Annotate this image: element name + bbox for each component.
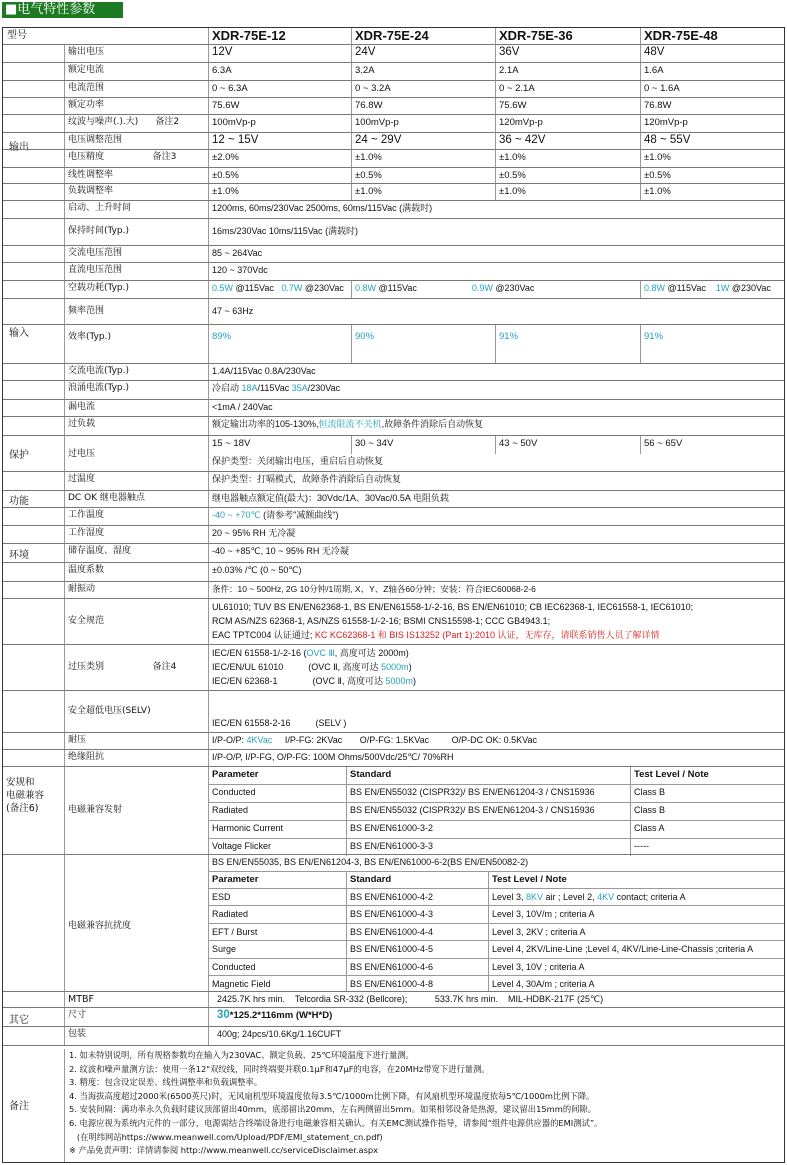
output-row [3,114,784,132]
output-row-label: 纹波与噪声(.).大) 备注2 [64,115,208,132]
emission-cell: BS EN/EN55032 (CISPR32)/ BS EN/EN61204-3 / CNS15936 [346,802,630,820]
note-line: 4. 当海拔高度超过2000米(6500英尺)时，无风扇机型环境温度依每3.5℃/1000m比例下降，有风扇机型环境温度依每5℃/1000m比例下降。 [69,1090,595,1101]
output-row-value: 120mVp-p [640,115,784,132]
note-line: (在明纬网站https://www.meanwell.com/Upload/PDF/EMI_statement_cn.pdf) [69,1131,383,1142]
output-row-value: ±0.5% [495,168,640,183]
row-overtemp: 过温度 保护类型：打嗝模式，故障条件消除后自动恢复 [3,471,784,490]
header-label: 型号 [7,30,27,41]
output-row-value: 3.2A [351,63,495,80]
table-header-row [3,28,784,44]
immunity-cell: Level 4, 2KV/Line-Line ;Level 4, 4KV/Line-Line-Chassis ;criteria A [488,940,784,957]
output-row-value: 120mVp-p [495,115,640,132]
immunity-cell: Radiated [208,905,346,922]
immunity-cell: BS EN/EN61000-4-5 [346,940,488,957]
note-line: 1. 如未特别说明，所有规格参数均在输入为230VAC、额定负载、25℃环境温度下进行量测。 [69,1050,414,1060]
immunity-header-cell: Test Level / Note [488,871,784,888]
output-row-value: ±1.0% [351,184,495,200]
category-input: 输入 [3,245,64,416]
emission-cell: BS EN/EN61000-3-2 [346,820,630,838]
output-row-value: 75.6W [208,98,351,114]
output-row-value: ±1.0% [351,150,495,167]
row-hold: 保持时间(Typ.) 16ms/230Vac 10ms/115Vac (满载时) [3,218,784,245]
immunity-cell: Level 3, 2KV ; criteria A [488,923,784,940]
row-vibration: 耐振动 条件：10 ~ 500Hz, 2G 10分钟/1周期, X、Y、Z轴各60分钟；安装：符合IEC60068-2-6 [3,581,784,598]
emission-header-cell: Standard [346,767,630,784]
model-48: XDR-75E-48 [640,28,784,44]
row-efficiency: 效率(Typ.) 89% 90% 91% 91% [3,324,784,363]
emission-cell: Harmonic Current [208,820,346,838]
row-overvoltage: 过电压 15 ~ 18V 30 ~ 34V 43 ~ 50V 56 ~ 65V 保护类型：关闭输出电压，重启后自动恢复 [3,435,784,471]
output-row-value: ±0.5% [208,168,351,183]
immunity-header-cell: Parameter [208,871,346,888]
row-withstand: 耐压 I/P-O/P: 4KVac I/P-FG: 2KVac O/P-FG: 1.5KVac O/P-DC OK: 0.5KVac [3,732,784,749]
output-row-value: ±0.5% [640,168,784,183]
output-row-label: 负载调整率 [64,184,208,200]
output-row-value: 6.3A [208,63,351,80]
row-ac-range: 交流电压范围 85 ~ 264Vac [3,245,784,262]
emission-cell: BS EN/EN61000-3-3 [346,838,630,856]
note-line: ※ 产品免责声明：详情请参阅 http://www.meanwell.cc/serviceDisclaimer.aspx [69,1145,379,1156]
row-storage: 储存温度、湿度 -40 ~ +85℃, 10 ~ 95% RH 无冷凝 [3,543,784,562]
category-notes: 备注 [3,1045,64,1162]
emission-cell: Class A [630,820,784,838]
row-overload: 过负载 额定输出功率的105-130%,恒流限流不关机,故障条件消除后自动恢复 [3,416,784,435]
row-freq: 频率范围 47 ~ 63Hz [3,298,784,324]
output-row-label: 电流范围 [64,81,208,97]
emission-header-cell: Test Level / Note [630,767,784,784]
output-row-value: ±1.0% [495,150,640,167]
output-row [3,167,784,183]
immunity-cell: Level 4, 30A/m ; criteria A [488,975,784,992]
output-row-value: 12 ~ 15V [208,133,351,149]
emission-cell: Voltage Flicker [208,838,346,856]
model-36: XDR-75E-36 [495,28,640,44]
note-line: 6. 电源应视为系统内元件的一部分，电源需结合终端设备进行电磁兼容相关确认。有关EMC测试操作指导，请参阅“组件电源供应器的EMI测试”。 [69,1117,603,1128]
category-safety-emc: 安规和 电磁兼容 (备注6) [3,598,64,991]
output-row [3,80,784,97]
spec-table [2,27,785,1163]
output-row-value: 1.6A [640,63,784,80]
output-row-label: 电压调整范围 [64,133,208,149]
immunity-cell: Level 3, 10V ; criteria A [488,958,784,975]
output-row-value: 36 ~ 42V [495,133,640,149]
output-row-value: 75.6W [495,98,640,114]
row-dc-range: 直流电压范围 120 ~ 370Vdc [3,262,784,280]
row-work-humidity: 工作湿度 20 ~ 95% RH 无冷凝 [3,525,784,543]
output-row [3,44,784,62]
output-row-value: 12V [208,45,351,62]
section-title: ■电气特性参数 [2,2,123,18]
model-12: XDR-75E-12 [208,28,351,44]
row-immunity: 电磁兼容抗扰度 BS EN/EN55035, BS EN/EN61204-3, BS EN/EN61000-6-2(BS EN/EN50082-2) Parameter Standard Test Level / Note ESD BS EN/EN61000-4-2 Level 3, 8KV air ; Level 2, 4KV contact; criteria A Radiated BS EN/EN61000-4-3 Level 3, 10V/m ; criteria A EFT / Burst BS EN/EN61000-4-4 Level 3, 2KV ; criteria A Surge BS EN/EN61000-4-5 Level 4, 2KV/Line-Line ;Level 4, 4KV/Line-Line-Chassis ;criteria A Conducted BS EN/EN61000-4-6 Level 3, 10V ; criteria A Magnetic Field BS EN/EN61000-4-8 Level 4, 30A/m ; criteria A [3,854,784,991]
row-leakage: 漏电流 <1mA / 240Vac [3,399,784,416]
emission-cell: Radiated [208,802,346,820]
output-row-label: 输出电压 [64,45,208,62]
row-dimension: 尺寸 30*125.2*116mm (W*H*D) [3,1007,784,1026]
output-row-value: ±1.0% [208,184,351,200]
emission-header-cell: Parameter [208,767,346,784]
immunity-cell: Level 3, 8KV air ; Level 2, 4KV contact; criteria A [488,888,784,905]
immunity-cell: BS EN/EN61000-4-8 [346,975,488,992]
output-row-value: 76.8W [351,98,495,114]
row-temp-coef: 温度系数 ±0.03% /℃ (0 ~ 50℃) [3,562,784,581]
row-work-temp: 工作温度 -40 ~ +70℃ (请参考"减额曲线") [3,507,784,525]
immunity-cell: ESD [208,888,346,905]
output-row-value: 100mVp-p [351,115,495,132]
output-row-value: 36V [495,45,640,62]
output-row-value: ±2.0% [208,150,351,167]
emission-cell: ----- [630,838,784,856]
output-row [3,97,784,114]
immunity-cell: BS EN/EN61000-4-2 [346,888,488,905]
output-row [3,62,784,80]
immunity-cell: Level 3, 10V/m ; criteria A [488,905,784,922]
category-environment: 环境 [3,507,64,598]
output-row [3,149,784,167]
output-row-label: 额定电流 [64,63,208,80]
immunity-cell: Conducted [208,958,346,975]
output-row-value: 24V [351,45,495,62]
output-row-value: 0 ~ 6.3A [208,81,351,97]
note-line: 3. 精度：包含设定误差、线性调整率和负载调整率。 [69,1077,263,1088]
category-function: 功能 [3,490,64,507]
output-row [3,183,784,200]
row-overvoltage-category: 过压类别 备注4 IEC/EN 61558-1/-2-16 (OVC Ⅲ, 高度可达 2000m) IEC/EN/UL 61010 (OVC Ⅱ, 高度可达 5000m) IEC/EN 62368-1 (OVC Ⅱ, 高度可达 5000m) [3,644,784,690]
output-row-value: ±1.0% [495,184,640,200]
row-safety-std: 安全规范 UL61010; TUV BS EN/EN62368-1, BS EN/EN61558-1/-2-16, BS EN/EN61010; CB IEC62368-1, IEC61558-1, IEC61010; RCM AS/NZS 62368-1, AS/NZS 61558-1/-2-16; BSMI CNS15598-1; CCC GB4943.1; EAC TPTC004 认证通过; KC KC62368-1 和 BIS IS13252 (Part 1):2010 认证，无库存，请联系销售人员了解详情 [3,598,784,644]
output-row-value: 0 ~ 1.6A [640,81,784,97]
output-row [3,132,784,149]
output-row-value: ±1.0% [640,150,784,167]
output-row-value: 100mVp-p [208,115,351,132]
emission-cell: Class B [630,802,784,820]
row-noload: 空载功耗(Typ.) 0.5W @115Vac 0.7W @230Vac 0.8W @115Vac 0.9W @230Vac 0.8W @115Vac 1W @230Vac [3,280,784,298]
output-row-value: 2.1A [495,63,640,80]
notes-block [3,1045,784,1162]
immunity-cell: BS EN/EN61000-4-4 [346,923,488,940]
row-isolation: 绝缘阻抗 I/P-O/P, I/P-FG, O/P-FG: 100M Ohms/500Vdc/25℃/ 70%RH [3,749,784,766]
category-other: 其它 [3,991,64,1045]
output-row-label: 电压精度 备注3 [64,150,208,167]
output-row-label: 线性调整率 [64,168,208,183]
category-protection: 保护 [3,416,64,490]
output-row-value: 48V [640,45,784,62]
output-row-value: ±1.0% [640,184,784,200]
row-package: 包装 400g; 24pcs/10.6Kg/1.16CUFT [3,1026,784,1045]
row-mtbf: MTBF 2425.7K hrs min. Telcordia SR-332 (Bellcore); 533.7K hrs min. MIL-HDBK-217F (25℃) [3,991,784,1007]
emission-cell: Conducted [208,784,346,802]
output-row-value: 0 ~ 3.2A [351,81,495,97]
output-row-value: 76.8W [640,98,784,114]
output-row-value: 24 ~ 29V [351,133,495,149]
output-row-label: 额定功率 [64,98,208,114]
output-row-value: 0 ~ 2.1A [495,81,640,97]
immunity-cell: BS EN/EN61000-4-6 [346,958,488,975]
output-row-value: 48 ~ 55V [640,133,784,149]
immunity-cell: BS EN/EN61000-4-3 [346,905,488,922]
emission-cell: Class B [630,784,784,802]
row-inrush: 浪涌电流(Typ.) 冷启动 18A/115Vac 35A/230Vac [3,380,784,399]
row-selv: 安全超低电压(SELV) IEC/EN 61558-2-16 (SELV ) [3,690,784,732]
note-line: 2. 纹波和噪声量测方法：使用一条12"双绞线，同时终端要并联0.1μF和47μF的电容，在20MHz带宽下进行量测。 [69,1063,490,1074]
immunity-cell: EFT / Burst [208,923,346,940]
immunity-cell: Surge [208,940,346,957]
note-line: 5. 安装间隔：满功率永久负载时建议顶部留出40mm，底部留出20mm，左右两侧留出5mm。如果相邻设备是热源，建议留出15mm的间隙。 [69,1104,597,1115]
row-ac-current: 交流电流(Typ.) 1.4A/115Vac 0.8A/230Vac [3,363,784,380]
immunity-cell: Magnetic Field [208,975,346,992]
emission-cell: BS EN/EN55032 (CISPR32)/ BS EN/EN61204-3 / CNS15936 [346,784,630,802]
row-dcok: DC OK 继电器触点 继电器触点额定值(最大)：30Vdc/1A、30Vac/0.5A 电阻负载 [3,490,784,507]
row-startup: 启动、上升时间 1200ms, 60ms/230Vac 2500ms, 60ms/115Vac (满载时) [3,200,784,218]
row-emission: 电磁兼容发射 Parameter Standard Test Level / Note Conducted BS EN/EN55032 (CISPR32)/ BS EN/EN61204-3 / CNS15936 Class B Radiated BS EN/EN55032 (CISPR32)/ BS EN/EN61204-3 / CNS15936 Class B Harmonic Current BS EN/EN61000-3-2 Class A Voltage Flicker BS EN/EN61000-3-3 ----- [3,766,784,854]
output-row-value: ±0.5% [351,168,495,183]
immunity-header-cell: Standard [346,871,488,888]
category-output: 输出 [3,44,64,245]
model-24: XDR-75E-24 [351,28,495,44]
